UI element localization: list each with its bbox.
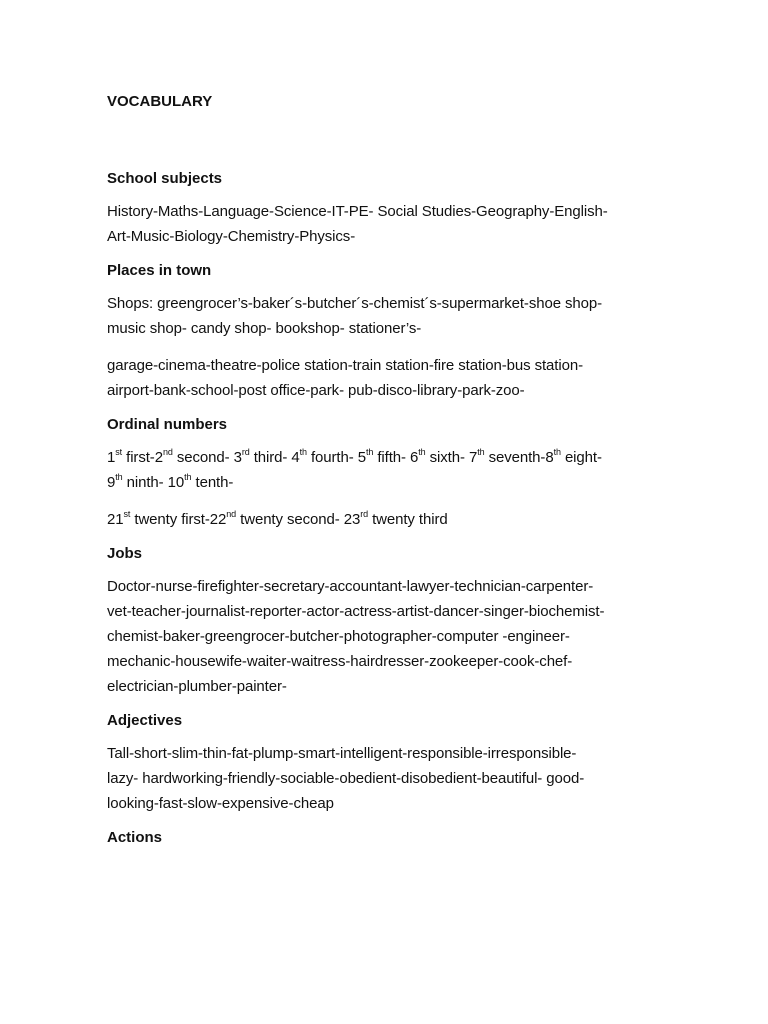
ordinals-text — [107, 445, 667, 495]
text-line: electrician-plumber-painter- — [107, 678, 287, 695]
text-line: Art-Music-Biology-Chemistry-Physics- — [107, 228, 356, 245]
ordinal-suffix: th — [553, 447, 561, 457]
ordinal-number: 5 — [357, 449, 366, 466]
ordinal-word: fifth- — [373, 449, 410, 466]
ordinal-word: twenty third — [368, 511, 448, 528]
places-text — [107, 353, 667, 403]
ordinal-suffix: st — [123, 509, 131, 519]
heading-jobs: Jobs — [107, 545, 143, 562]
text-line: History-Maths-Language-Science-IT-PE- Social Studies-Geography-English- — [107, 203, 608, 220]
ordinal-suffix: nd — [226, 509, 237, 519]
ordinal-word: seventh- — [484, 449, 546, 466]
ordinal-suffix: rd — [360, 509, 369, 519]
ordinal-number: 21 — [107, 511, 124, 528]
ordinal-suffix: th — [184, 472, 192, 482]
document-title: VOCABULARY — [107, 93, 213, 110]
ordinal-suffix: th — [418, 447, 426, 457]
ordinal-number: 9 — [107, 474, 116, 491]
ordinal-number: 3 — [233, 449, 242, 466]
ordinal-number: 6 — [410, 449, 419, 466]
heading-adjectives: Adjectives — [107, 712, 183, 729]
ordinal-number: 23 — [343, 511, 361, 528]
jobs-text — [107, 574, 667, 699]
document-page — [107, 92, 667, 858]
text-line: music shop- candy shop- bookshop- stationer’s- — [107, 320, 422, 337]
heading-actions: Actions — [107, 829, 163, 846]
ordinal-word: twenty second- — [236, 511, 344, 528]
text-line: Tall-short-slim-thin-fat-plump-smart-intelligent-responsible-irresponsible- — [107, 745, 577, 762]
ordinal-word: third- — [249, 449, 292, 466]
ordinals-text-twenties — [107, 507, 667, 532]
ordinal-word: ninth- — [122, 474, 168, 491]
ordinal-suffix: th — [365, 447, 374, 457]
ordinal-word: first- — [122, 449, 155, 466]
text-line: mechanic-housewife-waiter-waitress-hairdresser-zookeeper-cook-chef- — [107, 653, 573, 670]
ordinal-word: fourth- — [306, 449, 358, 466]
text-line: chemist-baker-greengrocer-butcher-photographer-computer -engineer- — [107, 628, 570, 645]
ordinal-line-1 — [107, 445, 667, 470]
text-line: airport-bank-school-post office-park- pub-disco-library-park-zoo- — [107, 382, 525, 399]
ordinal-number: 10 — [167, 474, 185, 491]
ordinal-line-3 — [107, 507, 667, 532]
ordinal-suffix: th — [115, 472, 123, 482]
ordinal-word: sixth- — [425, 449, 469, 466]
ordinal-suffix: th — [477, 447, 485, 457]
heading-ordinal-numbers: Ordinal numbers — [107, 416, 228, 433]
text-line: vet-teacher-journalist-reporter-actor-actress-artist-dancer-singer-biochemist- — [107, 603, 605, 620]
school-subjects-text — [107, 199, 667, 249]
text-line: Shops: greengrocer’s-baker´s-butcher´s-chemist´s-supermarket-shoe shop- — [107, 295, 603, 312]
text-line: looking-fast-slow-expensive-cheap — [107, 795, 334, 812]
ordinal-number: 8 — [545, 449, 554, 466]
shops-text — [107, 291, 667, 341]
ordinal-number: 2 — [154, 449, 163, 466]
ordinal-suffix: th — [299, 447, 307, 457]
ordinal-word: eight- — [560, 449, 602, 466]
ordinal-number: 7 — [468, 449, 478, 466]
ordinal-suffix: rd — [241, 447, 250, 457]
ordinal-line-2 — [107, 470, 667, 495]
adjectives-text — [107, 741, 667, 816]
heading-school-subjects: School subjects — [107, 170, 223, 187]
ordinal-number: 22 — [209, 511, 227, 528]
ordinal-number: 4 — [291, 449, 300, 466]
text-line: Doctor-nurse-firefighter-secretary-accountant-lawyer-technician-carpenter- — [107, 578, 594, 595]
ordinal-suffix: nd — [162, 447, 173, 457]
ordinal-suffix: st — [115, 447, 123, 457]
ordinal-number: 1 — [107, 449, 116, 466]
ordinal-word: second- — [172, 449, 234, 466]
heading-places-in-town: Places in town — [107, 262, 212, 279]
text-line: garage-cinema-theatre-police station-train station-fire station-bus station- — [107, 357, 583, 374]
ordinal-word: tenth- — [191, 474, 234, 491]
ordinal-word: twenty first- — [130, 511, 210, 528]
text-line: lazy- hardworking-friendly-sociable-obedient-disobedient-beautiful- good- — [107, 770, 585, 787]
